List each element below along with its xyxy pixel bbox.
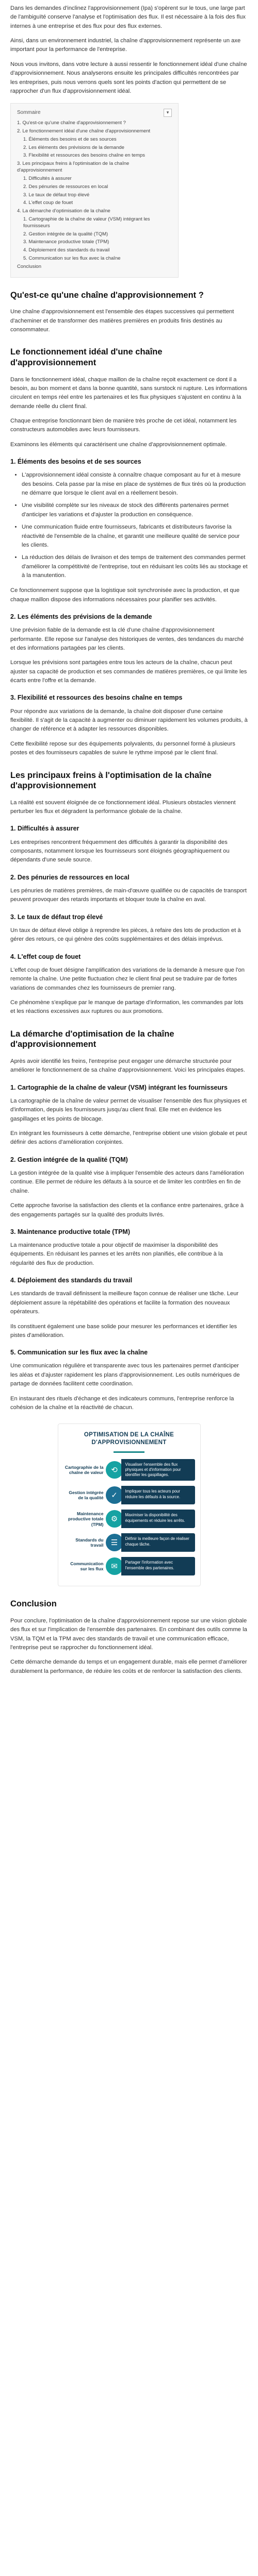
figure-row-text: Partager l'information avec l'ensemble des partenaires.	[121, 1557, 195, 1575]
toc-link[interactable]: 2. Le fonctionnement idéal d'une chaîne d'approvisionnement	[17, 128, 151, 134]
section-heading: La démarche d'optimisation de la chaîne d'approvisionnement	[10, 1029, 174, 1049]
paragraph: L'effet coup de fouet désigne l'amplification des variations de la demande à mesure que l'on remonte la chaîne. Une petite fluctuation chez le client final peut se traduire par de fortes variations de commandes chez les fournisseurs de premier rang.	[10, 967, 245, 991]
toc-item	[17, 176, 172, 182]
section-heading: Qu'est-ce qu'une chaîne d'approvisionnement ?	[10, 290, 204, 300]
conclusion-heading: Conclusion	[10, 1599, 57, 1609]
figure-row	[63, 1459, 195, 1481]
figure-row	[63, 1510, 195, 1528]
intro	[10, 4, 248, 96]
toc-link[interactable]: 1. Qu'est-ce qu'une chaîne d'approvisionnement ?	[17, 120, 126, 126]
toc-item	[17, 231, 172, 238]
bullet-item: • Une communication fluide entre fournisseurs, fabricants et distributeurs favorise la réactivité de l'ensemble de la chaîne, et garantit une meilleure qualité de service pour les clients.	[22, 523, 248, 550]
paragraph: Ce fonctionnement suppose que la logistique soit synchronisée avec la production, et que chaque maillon dispose des informations nécessaires pour planifier ses activités.	[10, 587, 240, 603]
paragraph: Une prévision fiable de la demande est la clé d'une chaîne d'approvisionnement performante. Elle repose sur l'analyse des historiques de ventes, des tendances du marché et des informations partagées par les clients.	[10, 627, 244, 652]
figure-step-icon: ⟲	[106, 1461, 123, 1479]
subsection-heading: 3. Flexibilité et ressources des besoins chaîne en temps	[10, 694, 183, 702]
figure-step-icon: ✓	[106, 1486, 123, 1504]
paragraph: Un taux de défaut élevé oblige à reprendre les pièces, à refaire des lots de production et à gérer des retours, ce qui génère des coûts supplémentaires et des délais imprévus.	[10, 927, 241, 943]
paragraph: La réalité est souvent éloignée de ce fonctionnement idéal. Plusieurs obstacles viennent perturber les flux et dégradent la performance globale de la chaîne.	[10, 799, 236, 815]
figure-step-icon: ⚙	[106, 1510, 123, 1528]
toc-link[interactable]: 1. Cartographie de la chaîne de valeur (VSM) intégrant les fournisseurs	[23, 216, 150, 229]
figure-row-label: Communication sur les flux	[70, 1561, 104, 1572]
toc-item	[17, 239, 172, 246]
paragraph: Dans le fonctionnement idéal, chaque maillon de la chaîne reçoit exactement ce dont il a besoin, au bon moment et dans la bonne quantité, sans surstock ni rupture. Les informations circulent en temps réel entre les partenaires et les flux physiques s'ajustent en continu à la demande réelle du client final.	[10, 376, 247, 410]
subsection-heading: 4. L'effet coup de fouet	[10, 953, 81, 960]
paragraph: Une chaîne d'approvisionnement est l'ensemble des étapes successives qui permettent d'acheminer et de transformer des matières premières en produits finis destinés au consommateur.	[10, 309, 234, 333]
intro-paragraph: Dans les demandes d'inclinez l'approvisionnement (Ipa) s'opèrent sur le tous, une large part de l'ambiguïté conserve l'analyse et l'optimisation des flux. Il est nécessaire à la fois des flux internes à une entreprise et des flux pour des flux externes.	[10, 5, 246, 29]
paragraph: Lorsque les prévisions sont partagées entre tous les acteurs de la chaîne, chacun peut ajuster sa capacité de production et ses commandes de matières premières, ce qui limite les écarts entre l'offre et la demande.	[10, 659, 247, 684]
toc-link[interactable]: 2. Gestion intégrée de la qualité (TQM)	[23, 231, 108, 237]
toc-toggle-icon[interactable]: ▾	[164, 109, 172, 117]
intro-paragraph: Ainsi, dans un environnement industriel, la chaîne d'approvisionnement représente un axe important pour la performance de l'entreprise.	[10, 38, 241, 53]
subsection-heading: 2. Gestion intégrée de la qualité (TQM)	[10, 1156, 128, 1163]
toc-item	[17, 161, 172, 174]
toc-item	[17, 264, 172, 270]
subsection-heading: 3. Maintenance productive totale (TPM)	[10, 1228, 130, 1235]
figure-row-text: Maximiser la disponibilité des équipements et réduire les arrêts.	[121, 1510, 195, 1528]
bullet-list	[10, 471, 248, 580]
toc-item	[17, 152, 172, 159]
paragraph: Cette flexibilité repose sur des équipements polyvalents, du personnel formé à plusieurs postes et des fournisseurs capables de suivre le rythme imposé par le client final.	[10, 740, 235, 756]
figure-step-icon: ☰	[106, 1534, 123, 1551]
paragraph: Cette approche favorise la satisfaction des clients et la confiance entre partenaires, grâce à des engagements partagés sur la qualité des produits livrés.	[10, 1202, 244, 1218]
paragraph: En instaurant des rituels d'échange et des indicateurs communs, l'entreprise renforce la cohésion de la chaîne et la réactivité de chacun.	[10, 1395, 234, 1411]
subsection-heading: 1. Difficultés à assurer	[10, 825, 79, 833]
toc-item	[17, 184, 172, 191]
subsection-heading: 4. Déploiement des standards du travail	[10, 1277, 133, 1284]
toc-item	[17, 247, 172, 254]
figure-row	[63, 1533, 195, 1552]
paragraph: Examinons les éléments qui caractérisent une chaîne d'approvisionnement optimale.	[10, 441, 227, 448]
toc-link[interactable]: 3. Le taux de défaut trop élevé	[23, 192, 90, 198]
toc-link[interactable]: 3. Les principaux freins à l'optimisation de la chaîne d'approvisionnement	[17, 161, 130, 174]
paragraph: Les standards de travail définissent la meilleure façon connue de réaliser une tâche. Leur déploiement assure la répétabilité des opérations et facilite la formation des nouveaux opérateurs.	[10, 1291, 239, 1315]
bullet-item: • La réduction des délais de livraison et des temps de traitement des commandes permet d'améliorer la compétitivité de l'entreprise, tout en réduisant les coûts liés au stockage et à la manutention.	[22, 553, 248, 580]
subsection-heading: 3. Le taux de défaut trop élevé	[10, 913, 103, 921]
section-heading: Les principaux freins à l'optimisation de la chaîne d'approvisionnement	[10, 770, 212, 791]
figure-row-text: Définir la meilleure façon de réaliser chaque tâche.	[121, 1533, 195, 1552]
toc-list	[17, 120, 172, 270]
toc-item	[17, 216, 172, 230]
toc-link[interactable]: 1. Difficultés à assurer	[23, 175, 72, 181]
figure-row-text: Visualiser l'ensemble des flux physiques et d'information pour identifier les gaspillages.	[121, 1459, 195, 1481]
toc-link[interactable]: Conclusion	[17, 263, 41, 269]
toc-item	[17, 256, 172, 262]
toc-item	[17, 192, 172, 199]
figure-row-label: Maintenance productive totale (TPM)	[68, 1511, 104, 1527]
paragraph: Après avoir identifié les freins, l'entreprise peut engager une démarche structurée pour améliorer le fonctionnement de sa chaîne d'approvisionnement. Voici les principales étapes.	[10, 1058, 245, 1074]
figure-row	[63, 1557, 195, 1575]
toc-link[interactable]: 2. Des pénuries de ressources en local	[23, 183, 108, 190]
subsection-heading: 2. Des pénuries de ressources en local	[10, 873, 130, 881]
paragraph: La maintenance productive totale a pour objectif de maximiser la disponibilité des équipements. En réduisant les pannes et les arrêts non planifiés, elle contribue à la régularité des flux de production.	[10, 1242, 223, 1266]
figure-rows	[63, 1459, 195, 1575]
conclusion-paragraph: Cette démarche demande du temps et un engagement durable, mais elle permet d'améliorer durablement la performance, de réduire les coûts et de renforcer la satisfaction des clients.	[10, 1659, 247, 1674]
figure-row-label: Cartographie de la chaîne de valeur	[64, 1465, 104, 1476]
figure-row	[63, 1486, 195, 1504]
toc-link[interactable]: 4. Déploiement des standards du travail	[23, 247, 110, 253]
subsection-heading: 1. Cartographie de la chaîne de valeur (VSM) intégrant les fournisseurs	[10, 1083, 228, 1091]
toc-link[interactable]: 4. La démarche d'optimisation de la chaîne	[17, 208, 110, 214]
section-heading: Le fonctionnement idéal d'une chaîne d'approvisionnement	[10, 347, 163, 367]
intro-paragraph: Nous vous invitons, dans votre lecture à aussi ressentir le fonctionnement idéal d'une chaîne d'approvisionnement. Nous analyserons ensuite les principales difficultés rencontrées par les entreprises, puis nous verrons quels sont les points d'action qui permettent de se rapprocher d'un flux d'approvisionnement idéal.	[10, 61, 247, 94]
toc-item	[17, 208, 172, 215]
bullet-item: • L'approvisionnement idéal consiste à connaître chaque composant au fur et à mesure des besoins. Cela passe par la mise en place de systèmes de flux tirés où la production ne démarre que lorsque le client aval en a réellement besoin.	[22, 471, 248, 498]
paragraph: Ils constituent également une base solide pour mesurer les performances et identifier les pistes d'amélioration.	[10, 1323, 237, 1338]
figure-row-label: Standards du travail	[75, 1537, 104, 1548]
paragraph: Les entreprises rencontrent fréquemment des difficultés à garantir la disponibilité des composants, notamment lorsque les fournisseurs sont éloignés géographiquement ou dépendants d'une seule source.	[10, 839, 230, 863]
figure-divider	[114, 1451, 144, 1453]
figure-title: OPTIMISATION DE LA CHAÎNE D'APPROVISIONNEMENT	[84, 1432, 174, 1446]
toc-item	[17, 200, 172, 207]
table-of-contents	[10, 103, 179, 277]
toc-item	[17, 137, 172, 143]
paragraph: Pour répondre aux variations de la demande, la chaîne doit disposer d'une certaine flexibilité. Il s'agit de la capacité à augmenter ou diminuer rapidement les volumes produits, à changer de référence et à adapter les ressources disponibles.	[10, 708, 248, 733]
subsection-heading: 2. Les éléments des prévisions de la demande	[10, 613, 152, 621]
toc-item	[17, 128, 172, 135]
subsection-heading: 1. Éléments des besoins et de ses sources	[10, 458, 141, 466]
toc-link[interactable]: 3. Flexibilité et ressources des besoins chaîne en temps	[23, 152, 146, 159]
subsection-heading: 5. Communication sur les flux avec la chaîne	[10, 1349, 148, 1357]
toc-item	[17, 145, 172, 151]
paragraph: En intégrant les fournisseurs à cette démarche, l'entreprise obtient une vision globale et peut définir des actions d'amélioration conjointes.	[10, 1130, 247, 1146]
toc-link[interactable]: 1. Éléments des besoins et de ses sources	[23, 136, 117, 142]
paragraph: La cartographie de la chaîne de valeur permet de visualiser l'ensemble des flux physiques et d'information, depuis les fournisseurs jusqu'au client final. Elle met en évidence les gaspillages et les points de blocage.	[10, 1098, 247, 1122]
paragraph: La gestion intégrée de la qualité vise à impliquer l'ensemble des acteurs dans l'amélioration continue. Elle permet de réduire les défauts à la source et de limiter les contrôles en fin de chaîne.	[10, 1170, 244, 1194]
figure-row-label: Gestion intégrée de la qualité	[69, 1490, 104, 1501]
paragraph: Les pénuries de matières premières, de main-d'œuvre qualifiée ou de capacités de transport peuvent provoquer des retards importants et bloquer toute la chaîne en aval.	[10, 888, 247, 903]
bullet-item: • Une visibilité complète sur les niveaux de stock des différents partenaires permet d'anticiper les variations et d'ajuster la production en conséquence.	[22, 501, 248, 519]
toc-link[interactable]: 5. Communication sur les flux avec la chaîne	[23, 256, 121, 262]
conclusion-paragraph: Pour conclure, l'optimisation de la chaîne d'approvisionnement repose sur une vision globale des flux et sur l'implication de l'ensemble des partenaires. En combinant des outils comme la VSM, la TQM et la TPM avec des standards de travail et une communication efficace, l'entreprise peut se rapprocher du fonctionnement idéal.	[10, 1618, 247, 1651]
article-body-part-1	[10, 290, 248, 1413]
toc-title: Sommaire	[17, 110, 41, 116]
figure-step-icon: ✉	[106, 1557, 123, 1575]
conclusion-body	[10, 1617, 248, 1676]
toc-item	[17, 120, 172, 127]
paragraph: Chaque entreprise fonctionnant bien de manière très proche de cet idéal, notamment les constructeurs automobiles avec leurs fournisseurs.	[10, 418, 237, 433]
toc-link[interactable]: 4. L'effet coup de fouet	[23, 200, 73, 206]
toc-link[interactable]: 3. Maintenance productive totale (TPM)	[23, 239, 109, 245]
paragraph: Une communication régulière et transparente avec tous les partenaires permet d'anticiper les aléas et d'ajuster rapidement les plans d'approvisionnement. Les outils numériques de partage de données facilitent cette coordination.	[10, 1363, 240, 1387]
figure-row-text: Impliquer tous les acteurs pour réduire les défauts à la source.	[121, 1486, 195, 1504]
toc-link[interactable]: 2. Les éléments des prévisions de la demande	[23, 144, 124, 150]
paragraph: Ce phénomène s'explique par le manque de partage d'information, les commandes par lots et les réactions excessives aux ruptures ou aux promotions.	[10, 999, 244, 1015]
optimisation-figure	[58, 1423, 201, 1586]
